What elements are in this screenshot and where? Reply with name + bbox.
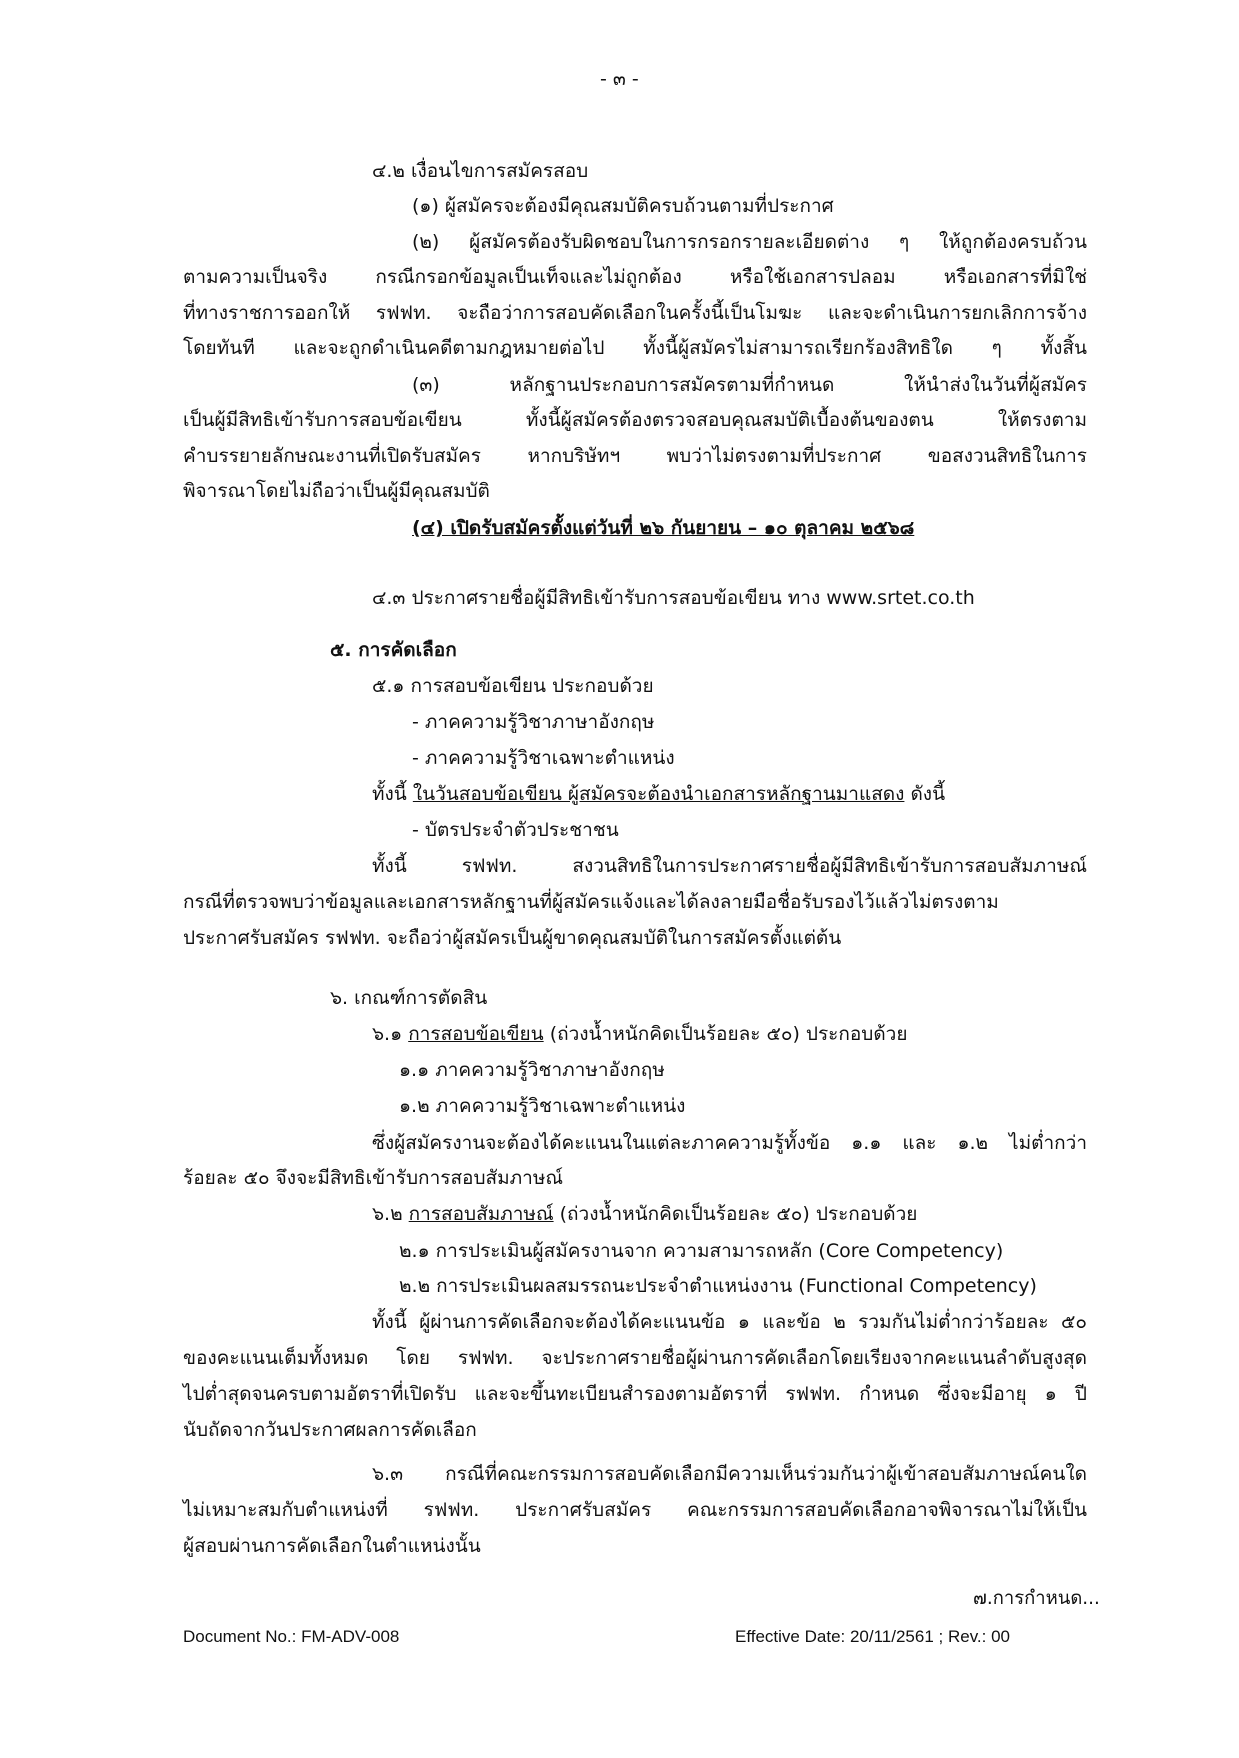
s61-suffix: (ถ่วงน้ำหนักคิดเป็นร้อยละ ๕๐) ประกอบด้วย — [543, 1023, 908, 1045]
section-4-3: ๔.๓ ประกาศรายชื่อผู้มีสิทธิเข้ารับการสอบข้อเขียน ทาง www.srtet.co.th — [372, 587, 975, 609]
id-card-item: - บัตรประจำตัวประชาชน — [412, 819, 619, 841]
docs-prefix: ทั้งนี้ — [372, 783, 413, 805]
section-4-2-item-2-line: ที่ทางราชการออกให้ รฟฟท. จะถือว่าการสอบคัดเลือกในครั้งนี้เป็นโมฆะ และจะดำเนินการยกเลิกการจ้าง — [183, 302, 1087, 324]
section-6-2-item: ๒.๑ การประเมินผู้สมัครงานจาก ความสามารถหลัก (Core Competency) — [399, 1240, 1004, 1262]
section-4-2-item-3-line: คำบรรยายลักษณะงานที่เปิดรับสมัคร หากบริษัทฯ พบว่าไม่ตรงตามที่ประกาศ ขอสงวนสิทธิในการ — [183, 445, 1087, 467]
page-number: - ๓ - — [600, 68, 639, 90]
application-period: (๔) เปิดรับสมัครตั้งแต่วันที่ ๒๖ กันยายน – ๑๐ ตุลาคม ๒๕๖๘ — [412, 517, 915, 539]
section-4-2-heading: ๔.๒ เงื่อนไขการสมัครสอบ — [372, 160, 589, 182]
section-6-2-item: ๒.๒ การประเมินผลสมรรถนะประจำตำแหน่งงาน (Functional Competency) — [399, 1275, 1037, 1297]
section-4-2-item-3-line: (๓) หลักฐานประกอบการสมัครตามที่กำหนด ให้นำส่งในวันที่ผู้สมัคร — [412, 374, 1087, 396]
section-6-1-item: ๑.๒ ภาคความรู้วิชาเฉพาะตำแหน่ง — [399, 1095, 686, 1117]
s61-underlined: การสอบข้อเขียน — [408, 1023, 544, 1045]
s62-underlined: การสอบสัมภาษณ์ — [408, 1203, 554, 1225]
section-5-1: ๕.๑ การสอบข้อเขียน ประกอบด้วย — [372, 675, 654, 697]
section-5-note-line: ทั้งนี้ รฟฟท. สงวนสิทธิในการประกาศรายชื่อผู้มีสิทธิเข้ารับการสอบสัมภาษณ์ — [372, 855, 1087, 877]
section-5-heading: ๕. การคัดเลือก — [330, 639, 457, 661]
section-5-note-line: ประกาศรับสมัคร รฟฟท. จะถือว่าผู้สมัครเป็นผู้ขาดคุณสมบัติในการสมัครตั้งแต่ต้น — [183, 927, 842, 949]
section-6-3-line: ผู้สอบผ่านการคัดเลือกในตำแหน่งนั้น — [183, 1535, 481, 1557]
section-6-2-note-line: นับถัดจากวันประกาศผลการคัดเลือก — [183, 1419, 477, 1441]
s61-prefix: ๖.๑ — [372, 1023, 409, 1045]
exam-part-english: - ภาคความรู้วิชาภาษาอังกฤษ — [412, 711, 655, 733]
section-5-note-line: กรณีที่ตรวจพบว่าข้อมูลและเอกสารหลักฐานที่ผู้สมัครแจ้งและได้ลงลายมือชื่อรับรองไว้แล้วไม่ตรงตาม — [183, 891, 999, 913]
section-6-1-item: ๑.๑ ภาคความรู้วิชาภาษาอังกฤษ — [399, 1059, 665, 1081]
section-6-2-note-line: ของคะแนนเต็มทั้งหมด โดย รฟฟท. จะประกาศรายชื่อผู้ผ่านการคัดเลือกโดยเรียงจากคะแนนลำดับสูงสุด — [183, 1347, 1087, 1369]
section-6-1 — [372, 1021, 907, 1047]
footer-document-number: Document No.: FM-ADV-008 — [183, 1627, 400, 1646]
required-documents-note — [372, 781, 945, 807]
docs-underlined: ในวันสอบข้อเขียน ผู้สมัครจะต้องนำเอกสารหลักฐานมาแสดง — [412, 783, 905, 805]
section-4-2-item-2-line: ตามความเป็นจริง กรณีกรอกข้อมูลเป็นเท็จและไม่ถูกต้อง หรือใช้เอกสารปลอม หรือเอกสารที่มิใช่ — [183, 266, 1087, 288]
docs-suffix: ดังนี้ — [904, 783, 946, 805]
section-4-2-item-3-line: พิจารณาโดยไม่ถือว่าเป็นผู้มีคุณสมบัติ — [183, 480, 490, 502]
section-4-2-item-2-line: โดยทันที และจะถูกดำเนินคดีตามกฎหมายต่อไป ทั้งนี้ผู้สมัครไม่สามารถเรียกร้องสิทธิใด ๆ ทั้งสิ้น — [183, 337, 1087, 359]
section-6-1-note-line: ร้อยละ ๕๐ จึงจะมีสิทธิเข้ารับการสอบสัมภาษณ์ — [183, 1167, 563, 1189]
section-4-2-item-1: (๑) ผู้สมัครจะต้องมีคุณสมบัติครบถ้วนตามที่ประกาศ — [412, 195, 834, 217]
section-6-2 — [372, 1201, 917, 1227]
continuation-marker: ๗.การกำหนด... — [973, 1587, 1100, 1609]
section-6-3-line: ๖.๓ กรณีที่คณะกรรมการสอบคัดเลือกมีความเห็นร่วมกันว่าผู้เข้าสอบสัมภาษณ์คนใด — [372, 1463, 1087, 1485]
section-4-2-item-2-line: (๒) ผู้สมัครต้องรับผิดชอบในการกรอกรายละเอียดต่าง ๆ ให้ถูกต้องครบถ้วน — [412, 231, 1087, 253]
s62-suffix: (ถ่วงน้ำหนักคิดเป็นร้อยละ ๕๐) ประกอบด้วย — [553, 1203, 918, 1225]
exam-part-position: - ภาคความรู้วิชาเฉพาะตำแหน่ง — [412, 747, 675, 769]
section-4-2-item-3-line: เป็นผู้มีสิทธิเข้ารับการสอบข้อเขียน ทั้งนี้ผู้สมัครต้องตรวจสอบคุณสมบัติเบื้องต้นของตน ให้ตรงตาม — [183, 409, 1087, 431]
section-6-1-note-line: ซึ่งผู้สมัครงานจะต้องได้คะแนนในแต่ละภาคความรู้ทั้งข้อ ๑.๑ และ ๑.๒ ไม่ต่ำกว่า — [372, 1132, 1087, 1154]
section-6-2-note-line: ทั้งนี้ ผู้ผ่านการคัดเลือกจะต้องได้คะแนนข้อ ๑ และข้อ ๒ รวมกันไม่ต่ำกว่าร้อยละ ๕๐ — [372, 1311, 1087, 1333]
s62-prefix: ๖.๒ — [372, 1203, 409, 1225]
footer-effective-date: Effective Date: 20/11/2561 ; Rev.: 00 — [735, 1627, 1011, 1646]
section-6-2-note-line: ไปต่ำสุดจนครบตามอัตราที่เปิดรับ และจะขึ้นทะเบียนสำรองตามอัตราที่ รฟฟท. กำหนด ซึ่งจะมีอายุ ๑ ปี — [183, 1383, 1087, 1405]
section-6-3-line: ไม่เหมาะสมกับตำแหน่งที่ รฟฟท. ประกาศรับสมัคร คณะกรรมการสอบคัดเลือกอาจพิจารณาไม่ให้เป็น — [183, 1499, 1087, 1521]
section-6-heading: ๖. เกณฑ์การตัดสิน — [330, 987, 488, 1009]
